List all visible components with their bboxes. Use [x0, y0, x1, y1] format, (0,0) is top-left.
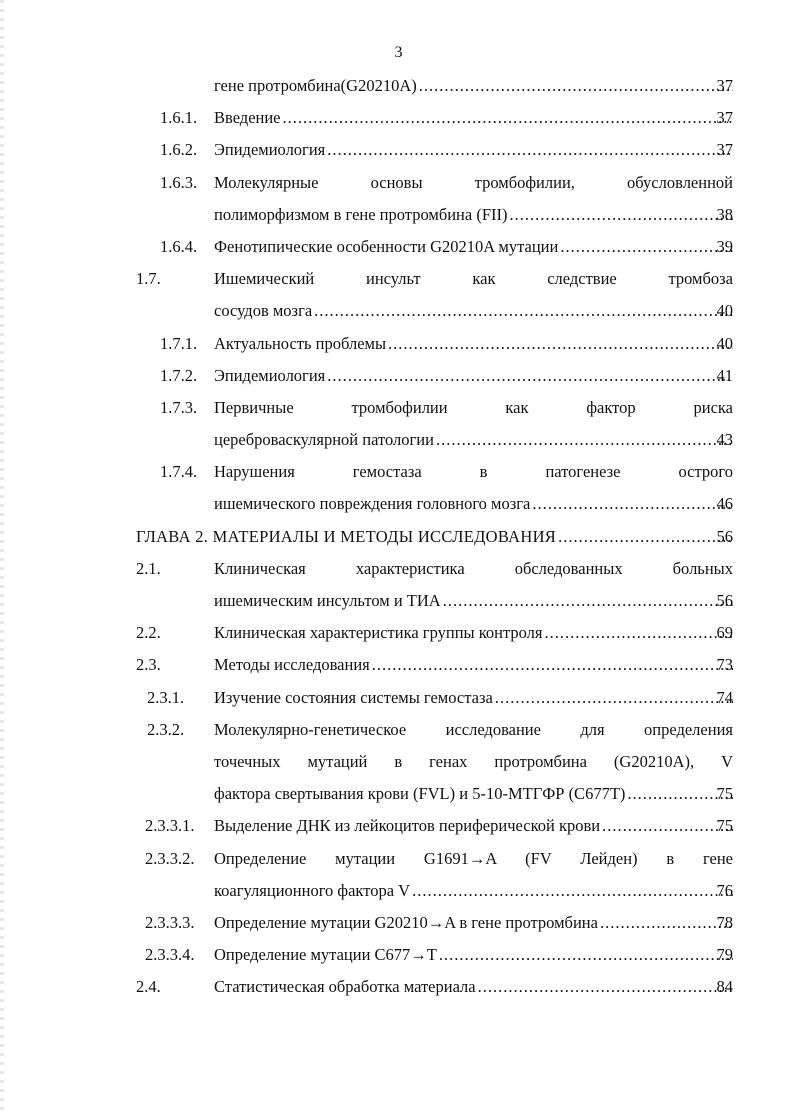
- toc-line: [0, 746, 797, 778]
- section-title: Актуальность проблемы .....: [214, 328, 733, 360]
- toc-line: [0, 553, 797, 585]
- section-title: Фенотипические особенности G20210A мутации .....: [214, 231, 733, 263]
- section-title: Нарушения гемостаза в патогенезе острого: [214, 462, 733, 482]
- page-ref: 37: [716, 140, 733, 160]
- toc-line: [0, 714, 797, 746]
- section-number: 1.6.1.: [160, 108, 198, 128]
- page-ref: 78: [716, 912, 733, 932]
- toc-line: [0, 649, 797, 681]
- section-number: 2.2.: [136, 623, 161, 643]
- page-ref: 38: [716, 204, 733, 224]
- page-ref: 73: [716, 655, 733, 675]
- toc-entry: [0, 971, 797, 1003]
- section-number: 1.7.3.: [160, 397, 198, 417]
- page-ref: 40: [716, 301, 733, 321]
- toc-entry: [0, 70, 797, 102]
- section-title: Определение мутации G20210→A в гене протромбина .....: [214, 907, 733, 939]
- toc-entry: [0, 714, 797, 811]
- toc-line: [0, 392, 797, 424]
- section-number: 1.7.: [136, 269, 161, 289]
- toc-line: [0, 231, 797, 263]
- section-number: 1.6.4.: [160, 236, 198, 256]
- toc-line: [0, 939, 797, 971]
- section-title: ишемическим инсультом и ТИА .....: [214, 585, 733, 617]
- section-title: цереброваскулярной патологии .....: [214, 424, 733, 456]
- toc-entry: [0, 102, 797, 134]
- section-number: 2.3.3.1.: [145, 816, 195, 836]
- section-number: 1.6.2.: [160, 140, 198, 160]
- toc-entry: [0, 392, 797, 456]
- section-title: Первичные тромбофилии как фактор риска: [214, 397, 733, 417]
- section-title: ГЛАВА 2. МАТЕРИАЛЫ И МЕТОДЫ ИССЛЕДОВАНИЯ .....: [136, 521, 733, 553]
- section-number: 2.3.1.: [147, 687, 185, 707]
- toc-entry: [0, 328, 797, 360]
- page-ref: 76: [716, 880, 733, 900]
- section-number: 1.6.3.: [160, 172, 198, 192]
- section-title: Молекулярно-генетическое исследование для определения: [214, 719, 733, 739]
- section-number: 1.7.2.: [160, 365, 198, 385]
- section-title: Эпидемиология .....: [214, 134, 733, 166]
- section-number: 2.1.: [136, 558, 161, 578]
- page-ref: 84: [716, 977, 733, 997]
- section-number: 2.3.3.3.: [145, 912, 195, 932]
- page-ref: 39: [716, 236, 733, 256]
- section-title: Изучение состояния системы гемостаза .....: [214, 682, 733, 714]
- toc-entry: [0, 167, 797, 231]
- section-number: 2.4.: [136, 977, 161, 997]
- page-ref: 37: [716, 108, 733, 128]
- section-title: коагуляционного фактора V .....: [214, 875, 733, 907]
- toc-line: [0, 488, 797, 520]
- toc-line: [0, 778, 797, 810]
- page-ref: 40: [716, 333, 733, 353]
- toc-line: [0, 360, 797, 392]
- toc-line: [0, 199, 797, 231]
- toc-line: [0, 70, 797, 102]
- toc-entry: [0, 553, 797, 617]
- page-ref: 75: [716, 784, 733, 804]
- section-title: ишемического повреждения головного мозга .....: [214, 488, 733, 520]
- page-ref: 74: [716, 687, 733, 707]
- table-of-contents: [0, 70, 797, 1003]
- section-title: фактора свертывания крови (FVL) и 5-10-МТГФР (С677Т) .....: [214, 778, 733, 810]
- toc-entry: [0, 134, 797, 166]
- section-title: Выделение ДНК из лейкоцитов периферической крови .....: [214, 810, 733, 842]
- page-ref: 69: [716, 623, 733, 643]
- section-number: 2.3.3.2.: [145, 848, 195, 868]
- toc-line: [0, 328, 797, 360]
- page-ref: 56: [716, 526, 733, 546]
- toc-line: [0, 456, 797, 488]
- toc-line: [0, 521, 797, 553]
- toc-line: [0, 134, 797, 166]
- section-title: гене протромбина(G20210A) .....: [214, 70, 733, 102]
- section-title: Клиническая характеристика группы контроля .....: [214, 617, 733, 649]
- toc-line: [0, 907, 797, 939]
- section-title: точечных мутаций в генах протромбина (G20210A), V: [214, 751, 733, 771]
- page-ref: 56: [716, 591, 733, 610]
- toc-entry: [0, 263, 797, 327]
- section-title: Введение .....: [214, 102, 733, 134]
- toc-entry: [0, 907, 797, 939]
- section-title: Определение мутации G1691→A (FV Лейден) в гене: [214, 848, 733, 868]
- page-ref: 43: [716, 430, 733, 450]
- section-title: сосудов мозга .....: [214, 295, 733, 327]
- section-title: Методы исследования .....: [214, 649, 733, 681]
- section-number: 2.3.3.4.: [145, 945, 195, 965]
- section-number: 1.7.4.: [160, 462, 198, 482]
- section-title: Эпидемиология .....: [214, 360, 733, 392]
- toc-entry: [0, 231, 797, 263]
- toc-line: [0, 682, 797, 714]
- section-title: Определение мутации С677→Т .....: [214, 939, 733, 971]
- toc-entry: [0, 843, 797, 907]
- page-number: 3: [394, 44, 403, 61]
- toc-entry: [0, 617, 797, 649]
- section-title: Статистическая обработка материала .....: [214, 971, 733, 1003]
- toc-line: [0, 585, 797, 617]
- toc-line: [0, 875, 797, 907]
- toc-entry: [0, 521, 797, 553]
- toc-line: [0, 971, 797, 1003]
- section-title: Ишемический инсульт как следствие тромбоза: [214, 269, 733, 289]
- section-number: 1.7.1.: [160, 333, 198, 353]
- page-ref: 41: [716, 365, 733, 385]
- toc-entry: [0, 649, 797, 681]
- toc-entry: [0, 456, 797, 520]
- page-ref: 75: [716, 816, 733, 836]
- section-title: Клиническая характеристика обследованных больных: [214, 558, 733, 578]
- section-number: 2.3.2.: [147, 719, 185, 739]
- toc-line: [0, 167, 797, 199]
- section-title: полиморфизмом в гене протромбина (FII) .....: [214, 199, 733, 231]
- page-ref: 79: [716, 945, 733, 965]
- page-ref: 37: [716, 76, 733, 95]
- section-title: Молекулярные основы тромбофилии, обусловленной: [214, 172, 733, 192]
- toc-line: [0, 102, 797, 134]
- toc-entry: [0, 682, 797, 714]
- toc-entry: [0, 810, 797, 842]
- toc-entry: [0, 360, 797, 392]
- toc-line: [0, 263, 797, 295]
- toc-line: [0, 843, 797, 875]
- section-number: 2.3.: [136, 655, 161, 675]
- page-ref: 46: [716, 494, 733, 514]
- toc-line: [0, 810, 797, 842]
- toc-line: [0, 424, 797, 456]
- toc-line: [0, 617, 797, 649]
- toc-line: [0, 295, 797, 327]
- toc-entry: [0, 939, 797, 971]
